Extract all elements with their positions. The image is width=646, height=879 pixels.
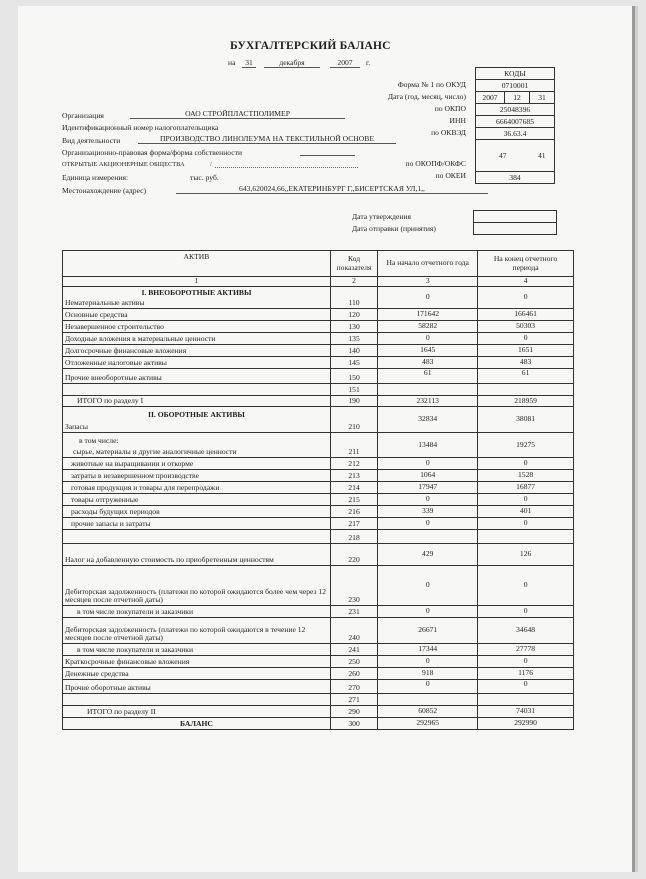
codes-title: КОДЫ	[476, 68, 555, 80]
row-start-value: 0	[378, 494, 478, 506]
okud-label: Форма № 1 по ОКУД	[397, 80, 466, 89]
sent-date-box	[473, 222, 557, 235]
row-code: 217	[330, 518, 377, 530]
row-label: ИТОГО по разделу II	[63, 706, 331, 718]
row-code: 215	[330, 494, 377, 506]
row-label: Денежные средства	[63, 668, 331, 680]
row-start-value: 0	[378, 333, 478, 345]
header-end: На конец отчетного периода	[478, 251, 574, 277]
unit-label: Единица измерения:	[62, 173, 129, 182]
okpo-value: 25048396	[476, 104, 555, 116]
table-row	[63, 694, 574, 706]
row-code: 110	[330, 287, 377, 309]
legal-form-value: ОТКРЫТЫЕ АКЦИОНЕРНЫЕ ОБЩЕСТВА	[62, 161, 185, 168]
row-start-value: 17947	[378, 482, 478, 494]
table-row	[63, 333, 574, 345]
row-code: 250	[330, 656, 377, 668]
row-label: затраты в незавершенном производстве	[63, 470, 331, 482]
row-start-value: 60852	[378, 706, 478, 718]
row-start-value: 171642	[378, 309, 478, 321]
table-row	[63, 518, 574, 530]
row-start-value: 918	[378, 668, 478, 680]
row-end-value: 74031	[478, 706, 574, 718]
report-day: 31	[242, 58, 256, 68]
row-end-value: 0	[478, 494, 574, 506]
row-end-value: 0	[478, 458, 574, 470]
row-start-value: 0	[378, 656, 478, 668]
table-row	[63, 706, 574, 718]
okud-value: 0710001	[476, 80, 555, 92]
table-row	[63, 384, 574, 396]
row-label: готовая продукция и товары для перепродажи	[63, 482, 331, 494]
table-row	[63, 396, 574, 407]
row-start-value: 232113	[378, 396, 478, 407]
row-label	[63, 694, 331, 706]
row-end-value: 0	[478, 656, 574, 668]
row-start-value: 58282	[378, 321, 478, 333]
row-start-value	[378, 384, 478, 396]
table-row	[63, 718, 574, 730]
row-code: 130	[330, 321, 377, 333]
sent-date-label: Дата отправки (принятия)	[352, 224, 436, 233]
okopf-label: по ОКОПФ/ОКФС	[405, 159, 466, 168]
date-year: 2007	[476, 92, 505, 104]
row-label: в том числе покупатели и заказчики	[63, 606, 331, 618]
row-start-value: 32834	[378, 407, 478, 433]
table-row	[63, 321, 574, 333]
table-row	[63, 506, 574, 518]
row-label: Налог на добавленную стоимость по приобретенным ценностям	[63, 544, 331, 566]
approval-date-label: Дата утверждения	[352, 212, 411, 221]
row-start-value: 483	[378, 357, 478, 369]
row-code: 300	[330, 718, 377, 730]
row-code: 230	[330, 566, 377, 606]
okved-value: 36.63.4	[476, 128, 555, 140]
balance-table	[62, 250, 574, 730]
row-code: 140	[330, 345, 377, 357]
row-end-value: 1651	[478, 345, 574, 357]
row-code: 211	[330, 433, 377, 458]
row-end-value: 126	[478, 544, 574, 566]
row-end-value: 0	[478, 287, 574, 309]
row-start-value: 13484	[378, 433, 478, 458]
row-code: 218	[330, 530, 377, 544]
row-end-value: 0	[478, 333, 574, 345]
org-name: ОАО СТРОЙПЛАСТПОЛИМЕР	[130, 109, 345, 119]
row-label: прочие запасы и затраты	[63, 518, 331, 530]
row-label: ИТОГО по разделу I	[63, 396, 331, 407]
row-code: 216	[330, 506, 377, 518]
header-start: На начало отчетного года	[378, 251, 478, 277]
col-number: 1	[63, 277, 331, 287]
row-end-value: 1528	[478, 470, 574, 482]
okved-label: по ОКВЭД	[431, 128, 466, 137]
row-sublabel: в том числе:	[79, 435, 119, 445]
row-label: Краткосрочные финансовые вложения	[63, 656, 331, 668]
inn-full-label: Идентификационный номер налогоплательщика	[62, 123, 219, 132]
date-month: 12	[505, 92, 530, 104]
row-label: Отложенные налоговые активы	[63, 357, 331, 369]
legal-form-separator: /	[210, 161, 212, 168]
legal-form-label: Организационно-правовая форма/форма собственности	[62, 148, 243, 157]
row-start-value: 0	[378, 606, 478, 618]
row-code: 240	[330, 618, 377, 644]
table-row	[63, 494, 574, 506]
row-label: в том числе покупатели и заказчики	[63, 644, 331, 656]
row-end-value: 0	[478, 518, 574, 530]
row-label: Нематериальные активы	[65, 298, 145, 308]
table-row	[63, 407, 574, 433]
section-2-title: II. ОБОРОТНЫЕ АКТИВЫ	[147, 409, 245, 419]
okopf-value: 47	[476, 140, 530, 172]
row-start-value: 26671	[378, 618, 478, 644]
row-start-value: 1645	[378, 345, 478, 357]
row-end-value: 292990	[478, 718, 574, 730]
row-label: Дебиторская задолженность (платежи по которой ожидаются в течение 12 месяцев после отчетной даты)	[63, 618, 331, 644]
table-row	[63, 606, 574, 618]
row-start-value: 0	[378, 287, 478, 309]
row-code: 271	[330, 694, 377, 706]
date-prefix: на	[228, 58, 236, 67]
row-code: 210	[330, 407, 377, 433]
unit-value: тыс. руб.	[190, 173, 219, 182]
header-asset: АКТИВ	[63, 251, 331, 277]
table-row	[63, 287, 574, 309]
row-label: Долгосрочные финансовые вложения	[63, 345, 331, 357]
row-code: 151	[330, 384, 377, 396]
row-end-value: 0	[478, 606, 574, 618]
row-start-value: 1064	[378, 470, 478, 482]
table-row	[63, 566, 574, 606]
row-code: 120	[330, 309, 377, 321]
row-start-value: 339	[378, 506, 478, 518]
row-label: Прочие оборотные активы	[63, 680, 331, 694]
row-end-value	[478, 530, 574, 544]
okei-label: по ОКЕИ	[435, 171, 466, 180]
row-code: 220	[330, 544, 377, 566]
row-code: 231	[330, 606, 377, 618]
row-code: 145	[330, 357, 377, 369]
address-value: 643,620024,66,,ЕКАТЕРИНБУРГ Г,,БИСЕРТСКАЯ УЛ,1,,	[176, 184, 488, 194]
row-code: 150	[330, 369, 377, 384]
row-end-value: 19275	[478, 433, 574, 458]
row-end-value: 166461	[478, 309, 574, 321]
legal-line	[300, 155, 355, 156]
row-label	[63, 530, 331, 544]
date-label: Дата (год, месяц, число)	[387, 92, 466, 101]
document-page	[18, 6, 632, 872]
row-label: Дебиторская задолженность (платежи по которой ожидаются более чем через 12 месяцев после отчетной даты)	[63, 566, 331, 606]
table-row	[63, 470, 574, 482]
row-end-value: 218959	[478, 396, 574, 407]
table-row	[63, 668, 574, 680]
row-label: Доходные вложения в материальные ценности	[63, 333, 331, 345]
row-code: 290	[330, 706, 377, 718]
row-label	[63, 384, 331, 396]
row-code: 214	[330, 482, 377, 494]
table-row	[63, 357, 574, 369]
row-label: сырье, материалы и другие аналогичные ценности	[73, 447, 237, 457]
row-end-value: 0	[478, 680, 574, 694]
row-end-value: 38081	[478, 407, 574, 433]
row-end-value: 1176	[478, 668, 574, 680]
row-label: товары отгруженные	[63, 494, 331, 506]
codes-box	[475, 67, 555, 184]
date-day: 31	[530, 92, 555, 104]
row-code: 241	[330, 644, 377, 656]
inn-value: 6664007685	[476, 116, 555, 128]
table-row	[63, 680, 574, 694]
row-label: Прочие внеоборотные активы	[63, 369, 331, 384]
row-start-value: 61	[378, 369, 478, 384]
row-label: Основные средства	[63, 309, 331, 321]
table-row	[63, 618, 574, 644]
table-row	[63, 458, 574, 470]
activity-label: Вид деятельности	[62, 136, 121, 145]
document-title: БУХГАЛТЕРСКИЙ БАЛАНС	[230, 40, 391, 52]
activity-value: ПРОИЗВОДСТВО ЛИНОЛЕУМА НА ТЕКСТИЛЬНОЙ ОСНОВЕ	[138, 134, 396, 144]
okfs-value: 41	[530, 140, 555, 172]
row-end-value: 27778	[478, 644, 574, 656]
okpo-label: по ОКПО	[434, 104, 466, 113]
section-1-title: I. ВНЕОБОРОТНЫЕ АКТИВЫ	[141, 287, 252, 297]
row-end-value: 0	[478, 566, 574, 606]
row-end-value	[478, 694, 574, 706]
row-end-value: 50303	[478, 321, 574, 333]
table-row	[63, 369, 574, 384]
col-number: 2	[330, 277, 377, 287]
balance-total-label: БАЛАНС	[63, 718, 331, 730]
row-label: расходы будущих периодов	[63, 506, 331, 518]
report-month: декабря	[264, 58, 320, 68]
table-row	[63, 656, 574, 668]
row-code: 212	[330, 458, 377, 470]
row-start-value: 0	[378, 680, 478, 694]
okei-value: 384	[476, 172, 555, 184]
table-row	[63, 433, 574, 458]
row-start-value: 292965	[378, 718, 478, 730]
inn-label: ИНН	[449, 116, 466, 125]
row-label: животные на выращивании и откорме	[63, 458, 331, 470]
row-start-value: 0	[378, 566, 478, 606]
row-start-value: 0	[378, 518, 478, 530]
row-start-value: 17344	[378, 644, 478, 656]
row-end-value: 34648	[478, 618, 574, 644]
table-row	[63, 482, 574, 494]
row-code: 260	[330, 668, 377, 680]
header-code: Код показателя	[330, 251, 377, 277]
row-code: 190	[330, 396, 377, 407]
row-code: 135	[330, 333, 377, 345]
row-end-value: 61	[478, 369, 574, 384]
table-row	[63, 530, 574, 544]
row-label: Незавершенное строительство	[63, 321, 331, 333]
table-row	[63, 644, 574, 656]
row-start-value	[378, 694, 478, 706]
row-label: Запасы	[65, 422, 88, 432]
row-code: 213	[330, 470, 377, 482]
row-end-value: 401	[478, 506, 574, 518]
row-end-value: 16877	[478, 482, 574, 494]
year-suffix: г.	[366, 58, 371, 67]
row-end-value: 483	[478, 357, 574, 369]
table-row	[63, 309, 574, 321]
col-number: 4	[478, 277, 574, 287]
row-start-value: 429	[378, 544, 478, 566]
ownership-line	[215, 167, 358, 168]
col-number: 3	[378, 277, 478, 287]
address-label: Местонахождение (адрес)	[62, 186, 147, 195]
row-start-value: 0	[378, 458, 478, 470]
row-code: 270	[330, 680, 377, 694]
org-label: Организация	[62, 111, 104, 120]
table-row	[63, 544, 574, 566]
report-year: 2007	[330, 58, 360, 68]
row-end-value	[478, 384, 574, 396]
table-row	[63, 345, 574, 357]
row-start-value	[378, 530, 478, 544]
